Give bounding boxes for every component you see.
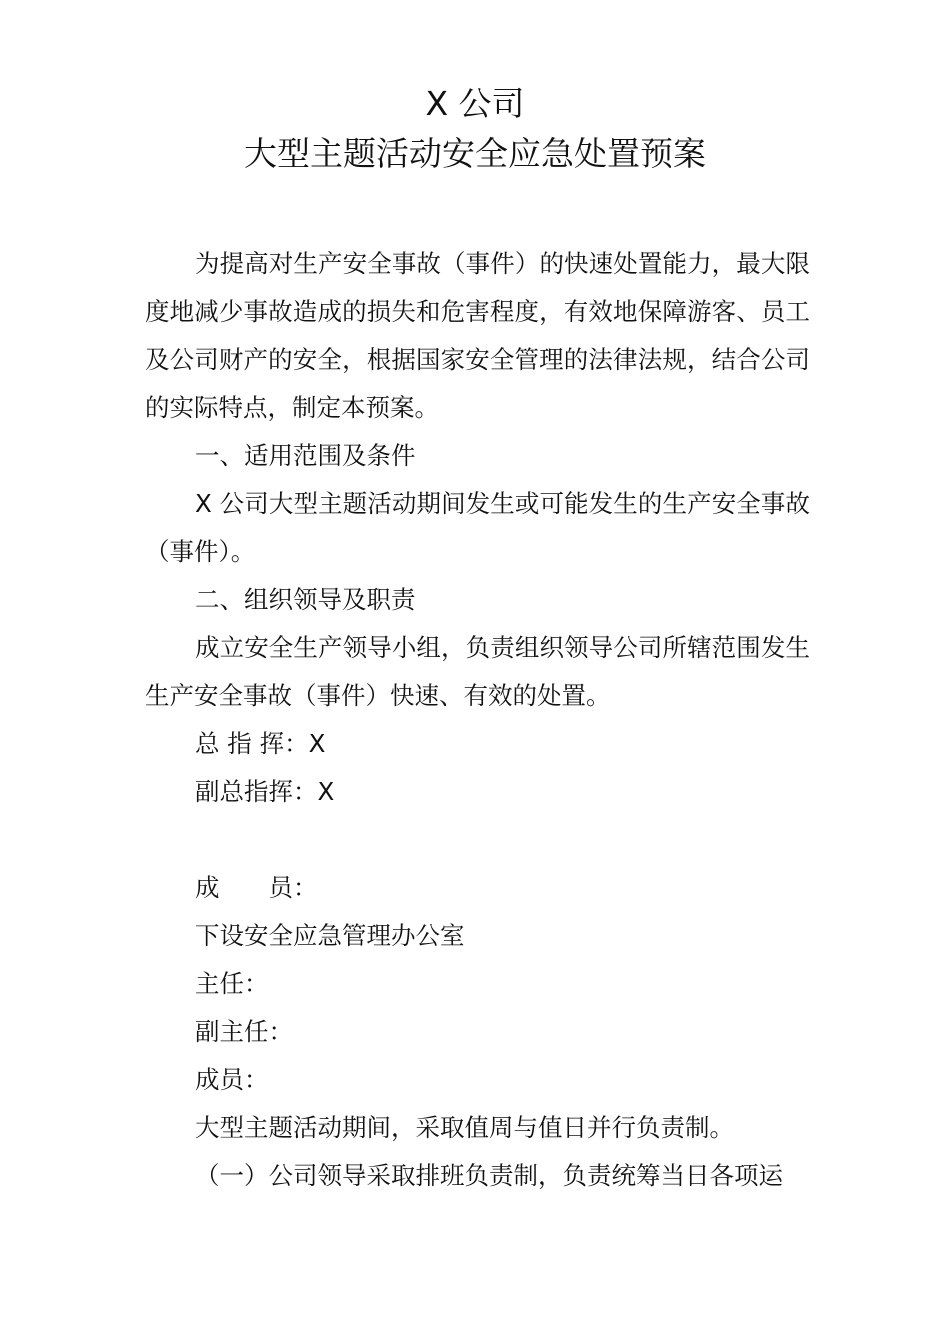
office-line: 下设安全应急管理办公室 [195,921,465,950]
document-body [145,240,810,1200]
commander-line: 总 指 挥：X [195,729,326,758]
paragraph-scope: X 公司大型主题活动期间发生或可能发生的生产安全事故（事件）。 [145,489,810,566]
paragraph-organization: 成立安全生产领导小组，负责组织领导公司所辖范围发生生产安全事故（事件）快速、有效的处置。 [145,633,810,710]
document-title-company: X 公司 [425,84,525,123]
paragraph-intro: 为提高对生产安全事故（事件）的快速处置能力，最大限度地减少事故造成的损失和危害程度，有效地保障游客、员工及公司财产的安全，根据国家安全管理的法律法规，结合公司的实际特点，制定本预案。 [145,249,810,422]
deputy-commander-line: 副总指挥：X [195,777,335,806]
document-title-main: 大型主题活动安全应急处置预案 [244,134,706,173]
section-heading-organization: 二、组织领导及职责 [195,585,416,614]
deputy-director-line: 副主任： [195,1017,293,1046]
section-heading-scope: 一、适用范围及条件 [195,441,416,470]
director-line: 主任： [195,969,269,998]
duty-system-line: 大型主题活动期间，采取值周与值日并行负责制。 [195,1113,734,1142]
office-members-line: 成员： [195,1065,269,1094]
members-line: 成 员： [195,873,318,902]
blank-line [145,816,810,864]
list-item-1: （一）公司领导采取排班负责制，负责统筹当日各项运 [195,1161,783,1190]
